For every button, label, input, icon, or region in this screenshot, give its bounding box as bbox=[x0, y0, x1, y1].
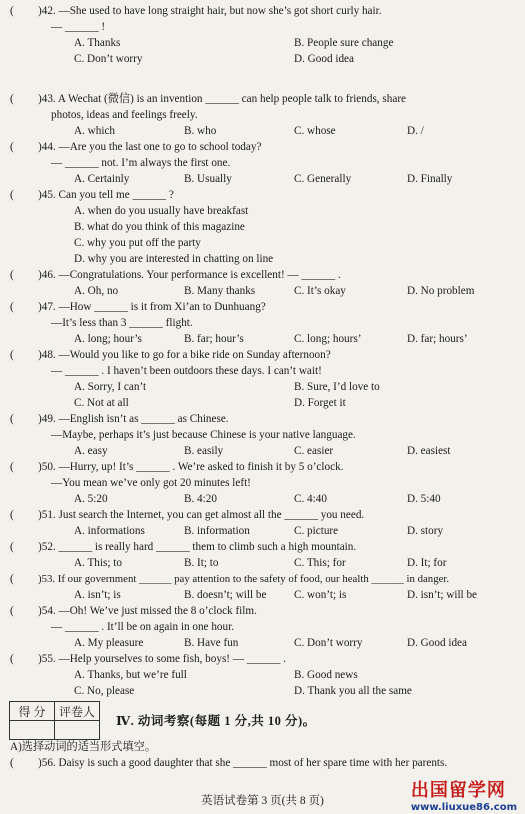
option-c[interactable]: C. Not at all bbox=[74, 397, 129, 409]
question-stem: Can you tell me ______ ? bbox=[58, 189, 174, 201]
option-c[interactable]: C. No, please bbox=[74, 685, 135, 697]
question-45: ( )45. Can you tell me ______ ? A. when do you usually have breakfast B. what do you think of this magazine C. why you put off the party D. why you are interested in chatting on line bbox=[10, 189, 274, 265]
option-c[interactable]: C. It’s okay bbox=[294, 285, 346, 297]
option-a[interactable]: A. isn’t; is bbox=[74, 589, 121, 601]
question-51: ( )51. Just search the Internet, you can get almost all the ______ you need. A. informations B. information C. picture D. story bbox=[10, 509, 444, 537]
option-a[interactable]: A. Certainly bbox=[74, 173, 130, 185]
question-stem: —How ______ is it from Xi’an to Dunhuang? bbox=[58, 301, 266, 313]
question-48: ( )48. —Would you like to go for a bike ride on Sunday afternoon? — ______ . I haven’t been outdoors these days. I can’t wait! A. Sorry, I can’t B. Sure, I’d love to C. Not at all D. Forget it bbox=[10, 349, 380, 409]
answer-paren[interactable]: ( bbox=[10, 93, 14, 105]
question-number-stem: )42. —She used to have long straight hair, but now she’s got short curly hair. bbox=[38, 5, 382, 17]
option-a[interactable]: A. Oh, no bbox=[74, 285, 119, 297]
answer-paren[interactable]: ( bbox=[10, 189, 14, 201]
question-line2: — ______ ! bbox=[51, 21, 106, 33]
watermark-text: 出国留学网 bbox=[410, 780, 506, 801]
question-line2: —Maybe, perhaps it’s just because Chinese is your native language. bbox=[51, 429, 356, 441]
score-table bbox=[9, 701, 100, 740]
option-a[interactable]: A. informations bbox=[74, 525, 145, 537]
question-42 bbox=[10, 4, 515, 68]
question-stem: ______ is really hard ______ them to climb such a high mountain. bbox=[58, 541, 357, 553]
option-a[interactable]: A. easy bbox=[74, 445, 108, 457]
option-a[interactable]: A. Sorry, I can’t bbox=[74, 381, 147, 393]
answer-paren[interactable]: ( bbox=[10, 349, 14, 361]
question-line2: photos, ideas and feelings freely. bbox=[51, 109, 198, 121]
option-c[interactable]: C. Don’t worry bbox=[294, 637, 363, 649]
option-d[interactable]: D. easiest bbox=[407, 445, 451, 457]
option-a[interactable]: A. Thanks, but we’re full bbox=[74, 669, 187, 681]
option-a[interactable]: A. long; hour’s bbox=[74, 333, 142, 345]
page-footer: 英语试卷第 3 页(共 8 页) bbox=[201, 795, 324, 807]
option-b[interactable]: B. Good news bbox=[294, 669, 358, 681]
option-a[interactable]: A. Thanks bbox=[74, 37, 121, 49]
question-46: ( )46. —Congratulations. Your performance is excellent! — ______ . A. Oh, no B. Many thanks C. It’s okay D. No problem bbox=[10, 269, 475, 297]
answer-paren[interactable]: ( bbox=[10, 5, 14, 17]
option-d[interactable]: D. Good idea bbox=[407, 637, 467, 649]
option-d[interactable]: D. isn’t; will be bbox=[407, 589, 478, 601]
option-c[interactable]: C. whose bbox=[294, 125, 336, 137]
option-c[interactable]: C. long; hours’ bbox=[294, 333, 362, 345]
answer-paren[interactable]: ( bbox=[10, 541, 14, 553]
question-stem: Just search the Internet, you can get almost all the ______ you need. bbox=[58, 509, 365, 521]
option-b[interactable]: B. Sure, I’d love to bbox=[294, 381, 380, 393]
watermark-url: www.liuxue86.com bbox=[410, 802, 517, 813]
answer-paren[interactable]: ( bbox=[10, 413, 14, 425]
option-b[interactable]: B. 4:20 bbox=[184, 493, 217, 505]
question-line2: —You mean we’ve only got 20 minutes left! bbox=[51, 477, 251, 489]
question-53: ( )53. If our government ______ pay attention to the safety of food, our health ______ in danger. A. isn’t; is B. doesn’t; will be C. won’t; is D. isn’t; will be bbox=[10, 573, 478, 601]
option-c[interactable]: C. easier bbox=[294, 445, 334, 457]
option-b[interactable]: B. People sure change bbox=[294, 37, 394, 49]
option-d[interactable]: D. far; hours’ bbox=[407, 333, 468, 345]
option-c[interactable]: C. why you put off the party bbox=[74, 237, 201, 249]
answer-paren[interactable]: ( bbox=[10, 653, 14, 665]
option-a[interactable]: A. My pleasure bbox=[74, 637, 144, 649]
question-stem: —Oh! We’ve just missed the 8 o’clock film. bbox=[58, 605, 257, 617]
question-44: ( )44. —Are you the last one to go to school today? — ______ not. I’m always the first one. A. Certainly B. Usually C. Generally D. Finally bbox=[10, 141, 453, 185]
question-line2: — ______ . It’ll be on again in one hour. bbox=[51, 621, 235, 633]
question-54: ( )54. —Oh! We’ve just missed the 8 o’clock film. — ______ . It’ll be on again in one hour. A. My pleasure B. Have fun C. Don’t worry D. Good idea bbox=[10, 605, 467, 649]
option-a[interactable]: A. which bbox=[74, 125, 116, 137]
question-stem: If our government ______ pay attention to the safety of food, our health ______ in danger. bbox=[57, 573, 450, 585]
option-b[interactable]: B. what do you think of this magazine bbox=[74, 221, 245, 233]
question-stem: —English isn’t as ______ as Chinese. bbox=[58, 413, 229, 425]
question-line2: —It’s less than 3 ______ flight. bbox=[51, 317, 193, 329]
answer-paren[interactable]: ( bbox=[10, 301, 14, 313]
question-stem: —Are you the last one to go to school today? bbox=[58, 141, 262, 153]
answer-paren[interactable]: ( bbox=[10, 461, 14, 473]
question-line2: — ______ not. I’m always the first one. bbox=[51, 157, 231, 169]
question-stem: —Hurry, up! It’s ______ . We’re asked to finish it by 5 o’clock. bbox=[58, 461, 344, 473]
option-d[interactable]: D. Good idea bbox=[294, 53, 354, 65]
option-a[interactable]: A. 5:20 bbox=[74, 493, 108, 505]
question-stem: —Congratulations. Your performance is excellent! — ______ . bbox=[58, 269, 341, 281]
option-a[interactable]: A. This; to bbox=[74, 557, 122, 569]
option-d[interactable]: D. Thank you all the same bbox=[294, 685, 412, 697]
grader-cell[interactable] bbox=[55, 721, 100, 740]
option-c[interactable]: C. This; for bbox=[294, 557, 346, 569]
answer-paren[interactable]: ( bbox=[10, 141, 14, 153]
answer-paren[interactable]: ( bbox=[10, 573, 14, 585]
question-stem: —Would you like to go for a bike ride on Sunday afternoon? bbox=[58, 349, 331, 361]
section-title: Ⅳ. 动词考察(每题 1 分,共 10 分)。 bbox=[116, 714, 316, 728]
option-c[interactable]: C. 4:40 bbox=[294, 493, 327, 505]
answer-paren[interactable]: ( bbox=[10, 757, 14, 769]
question-stem: —She used to have long straight hair, but now she’s got short curly hair. bbox=[58, 5, 382, 17]
option-d[interactable]: D. story bbox=[407, 525, 444, 537]
score-label: 得 分 bbox=[10, 702, 55, 721]
question-56: ( )56. Daisy is such a good daughter that she ______ most of her spare time with her parents. bbox=[10, 757, 448, 769]
option-b[interactable]: B. far; hour’s bbox=[184, 333, 244, 345]
option-b[interactable]: B. Have fun bbox=[184, 637, 239, 649]
option-d[interactable]: D. 5:40 bbox=[407, 493, 441, 505]
option-b[interactable]: B. It; to bbox=[184, 557, 219, 569]
option-c[interactable]: C. won’t; is bbox=[294, 589, 347, 601]
option-b[interactable]: B. who bbox=[184, 125, 217, 137]
score-cell[interactable] bbox=[10, 721, 55, 740]
question-stem: —Help yourselves to some fish, boys! — ______ . bbox=[58, 653, 286, 665]
question-55: ( )55. —Help yourselves to some fish, boys! — ______ . A. Thanks, but we’re full B. Good news C. No, please D. Thank you all the same bbox=[10, 653, 412, 697]
option-b[interactable]: B. Many thanks bbox=[184, 285, 256, 297]
option-d[interactable]: D. why you are interested in chatting on line bbox=[74, 253, 274, 265]
answer-paren[interactable]: ( bbox=[10, 509, 14, 521]
option-d[interactable]: D. It; for bbox=[407, 557, 447, 569]
question-stem: Daisy is such a good daughter that she ______ most of her spare time with her parents. bbox=[58, 757, 448, 769]
grader-label: 评卷人 bbox=[55, 702, 100, 721]
option-b[interactable]: B. information bbox=[184, 525, 250, 537]
option-d[interactable]: D. / bbox=[407, 125, 424, 137]
question-50: ( )50. —Hurry, up! It’s ______ . We’re asked to finish it by 5 o’clock. —You mean we’ve only got 20 minutes left! A. 5:20 B. 4:20 C. 4:40 D. 5:40 bbox=[10, 461, 441, 505]
subsection-title: A)选择动词的适当形式填空。 bbox=[10, 741, 157, 753]
watermark bbox=[411, 776, 517, 813]
option-c[interactable]: C. picture bbox=[294, 525, 339, 537]
option-b[interactable]: B. doesn’t; will be bbox=[184, 589, 267, 601]
question-47: ( )47. —How ______ is it from Xi’an to Dunhuang? —It’s less than 3 ______ flight. A. long; hour’s B. far; hour’s C. long; hours’ D. far; hours’ bbox=[10, 301, 468, 345]
question-stem: A Wechat (微信) is an invention ______ can help people talk to friends, share bbox=[57, 93, 407, 105]
question-49: ( )49. —English isn’t as ______ as Chinese. —Maybe, perhaps it’s just because Chinese is your native language. A. easy B. easily C. easier D. easiest bbox=[10, 413, 451, 457]
question-43: ( )43. A Wechat (微信) is an invention ______ can help people talk to friends, share photos, ideas and feelings freely. A. which B. who C. whose D. / bbox=[10, 93, 424, 137]
option-b[interactable]: B. Usually bbox=[184, 173, 232, 185]
question-52: ( )52. ______ is really hard ______ them to climb such a high mountain. A. This; to B. It; to C. This; for D. It; for bbox=[10, 541, 447, 569]
answer-paren[interactable]: ( bbox=[10, 605, 14, 617]
option-d[interactable]: D. Forget it bbox=[294, 397, 346, 409]
option-c[interactable]: C. Generally bbox=[294, 173, 352, 185]
option-a[interactable]: A. when do you usually have breakfast bbox=[74, 205, 249, 217]
option-d[interactable]: D. Finally bbox=[407, 173, 453, 185]
question-line2: — ______ . I haven’t been outdoors these days. I can’t wait! bbox=[51, 365, 322, 377]
answer-paren[interactable]: ( bbox=[10, 269, 14, 281]
option-d[interactable]: D. No problem bbox=[407, 285, 475, 297]
option-c[interactable]: C. Don’t worry bbox=[74, 53, 143, 65]
option-b[interactable]: B. easily bbox=[184, 445, 224, 457]
